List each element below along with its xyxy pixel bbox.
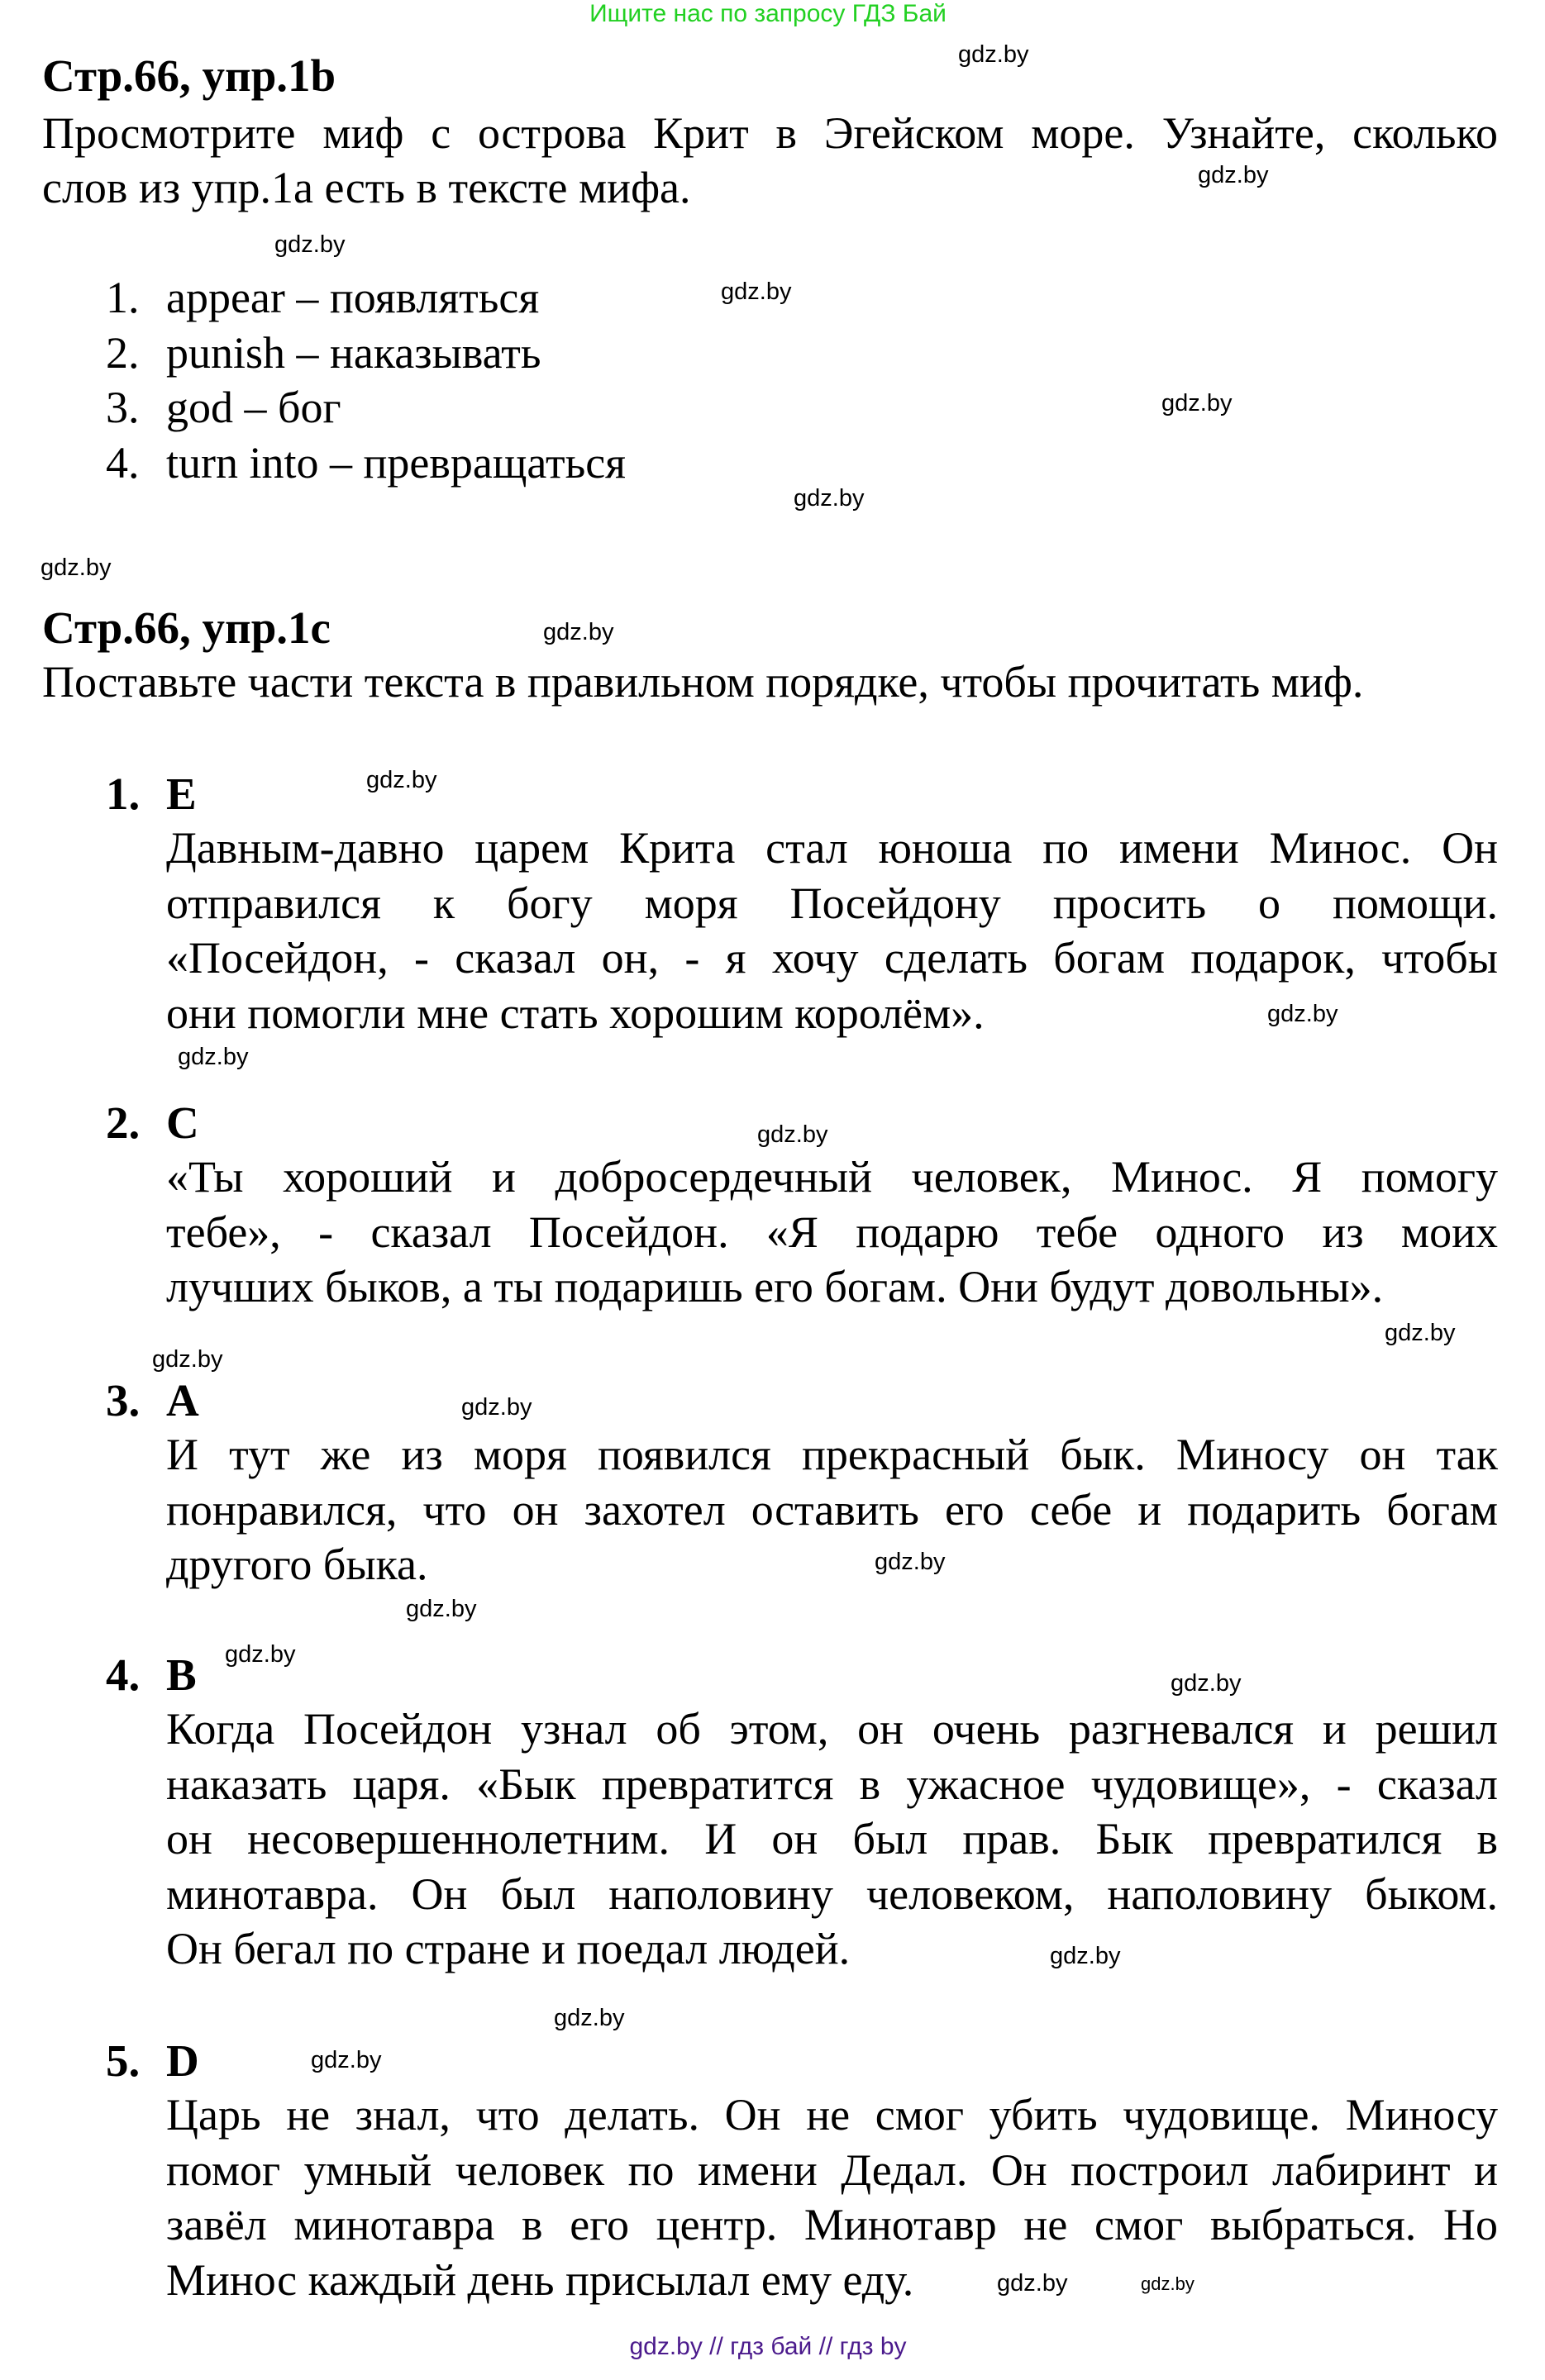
watermark-text: gdz.by bbox=[1171, 1670, 1242, 1697]
part-text-line: он несовершеннолетним. И он был прав. Бык превратился в bbox=[166, 1814, 1498, 1864]
part-text-line: другого быка. bbox=[166, 1540, 428, 1590]
part-text-line: завёл минотавра в его центр. Минотавр не смог выбраться. Но bbox=[166, 2200, 1498, 2250]
part-text-line: Когда Посейдон узнал об этом, он очень разгневался и решил bbox=[166, 1704, 1498, 1754]
part-text-line: «Ты хороший и добросердечный человек, Минос. Я помогу bbox=[166, 1152, 1498, 1202]
watermark-text: gdz.by bbox=[274, 231, 346, 258]
part-number: 4. bbox=[106, 1649, 141, 1700]
section-1c-instruction: Поставьте части текста в правильном порядке, чтобы прочитать миф. bbox=[42, 657, 1364, 707]
watermark-text: gdz.by bbox=[875, 1549, 946, 1575]
watermark-text: gdz.by bbox=[1385, 1320, 1456, 1346]
watermark-text: gdz.by bbox=[554, 2005, 625, 2031]
part-letter: E bbox=[166, 769, 197, 819]
part-text-line: отправился к богу моря Посейдону просить о помощи. bbox=[166, 878, 1498, 928]
part-number: 3. bbox=[106, 1375, 141, 1426]
list-item-number: 4. bbox=[106, 437, 140, 488]
list-item-text: god – бог bbox=[166, 383, 341, 432]
watermark-text: gdz.by bbox=[958, 41, 1029, 68]
part-text-line: И тут же из моря появился прекрасный бык. Миносу он так bbox=[166, 1430, 1498, 1479]
instruction-line: Просмотрите миф с острова Крит в Эгейском море. Узнайте, сколько bbox=[42, 108, 1498, 158]
watermark-text: gdz.by bbox=[406, 1596, 477, 1622]
watermark-text: gdz.by bbox=[311, 2047, 382, 2073]
watermark-text: gdz.by bbox=[1050, 1943, 1121, 1969]
part-text-line: тебе», - сказал Посейдон. «Я подарю тебе одного из моих bbox=[166, 1207, 1498, 1257]
part-text-line: лучших быков, а ты подаришь его богам. Они будут довольны». bbox=[166, 1262, 1384, 1312]
watermark-text: gdz.by bbox=[1161, 390, 1233, 416]
part-text-line: Царь не знал, что делать. Он не смог убить чудовище. Миносу bbox=[166, 2090, 1498, 2140]
part-number: 2. bbox=[106, 1097, 141, 1148]
watermark-text: gdz.by bbox=[225, 1641, 296, 1668]
list-item-number: 3. bbox=[106, 383, 140, 432]
instruction-line: слов из упр.1а есть в тексте мифа. bbox=[42, 163, 691, 212]
part-text-line: Давным-давно царем Крита стал юноша по имени Минос. Он bbox=[166, 823, 1498, 873]
watermark-text: gdz.by bbox=[152, 1346, 223, 1373]
watermark-text: gdz.by bbox=[757, 1121, 828, 1148]
bottom-banner: gdz.by // гдз бай // гдз by bbox=[629, 2333, 907, 2360]
part-number: 5. bbox=[106, 2035, 141, 2086]
watermark-text: gdz.by bbox=[1198, 162, 1269, 188]
part-number: 1. bbox=[106, 769, 141, 819]
watermark-text: gdz.by bbox=[366, 767, 437, 793]
section-1b-title: Стр.66, упр.1b bbox=[42, 50, 336, 101]
part-letter: C bbox=[166, 1097, 199, 1148]
watermark-text: gdz.by bbox=[997, 2270, 1068, 2297]
part-text-line: понравился, что он захотел оставить его себе и подарить богам bbox=[166, 1484, 1498, 1535]
list-item-text: appear – появляться bbox=[166, 273, 540, 322]
part-letter: D bbox=[166, 2035, 199, 2086]
watermark-text: gdz.by bbox=[543, 619, 614, 645]
part-text-line: Минос каждый день присылал ему еду. bbox=[166, 2254, 914, 2305]
list-item-text: turn into – превращаться bbox=[166, 437, 627, 488]
part-text-line: они помогли мне стать хорошим королём». bbox=[166, 988, 985, 1038]
watermark-text: gdz.by bbox=[178, 1044, 249, 1070]
section-1c-title: Стр.66, упр.1c bbox=[42, 602, 331, 653]
part-letter: A bbox=[166, 1375, 199, 1426]
watermark-text: gdz.by bbox=[461, 1394, 532, 1421]
list-item-number: 2. bbox=[106, 327, 140, 378]
watermark-text: gdz.by bbox=[721, 278, 792, 305]
watermark-text: gdz.by bbox=[1267, 1001, 1338, 1027]
watermark-text: gdz.by bbox=[1141, 2273, 1195, 2294]
part-text-line: минотавра. Он был наполовину человеком, наполовину быком. bbox=[166, 1868, 1498, 1919]
watermark-text: gdz.by bbox=[794, 485, 865, 512]
part-text-line: помог умный человек по имени Дедал. Он построил лабиринт и bbox=[166, 2144, 1498, 2195]
list-item-text: punish – наказывать bbox=[166, 327, 541, 378]
top-banner: Ищите нас по запросу ГДЗ Бай bbox=[589, 0, 947, 27]
part-text-line: наказать царя. «Бык превратится в ужасное чудовище», - сказал bbox=[166, 1759, 1498, 1809]
part-text-line: «Посейдон, - сказал он, - я хочу сделать богам подарок, чтобы bbox=[166, 933, 1498, 983]
watermark-text: gdz.by bbox=[41, 555, 112, 581]
part-text-line: Он бегал по стране и поедал людей. bbox=[166, 1924, 851, 1974]
list-item-number: 1. bbox=[106, 273, 140, 322]
part-letter: B bbox=[166, 1649, 197, 1700]
